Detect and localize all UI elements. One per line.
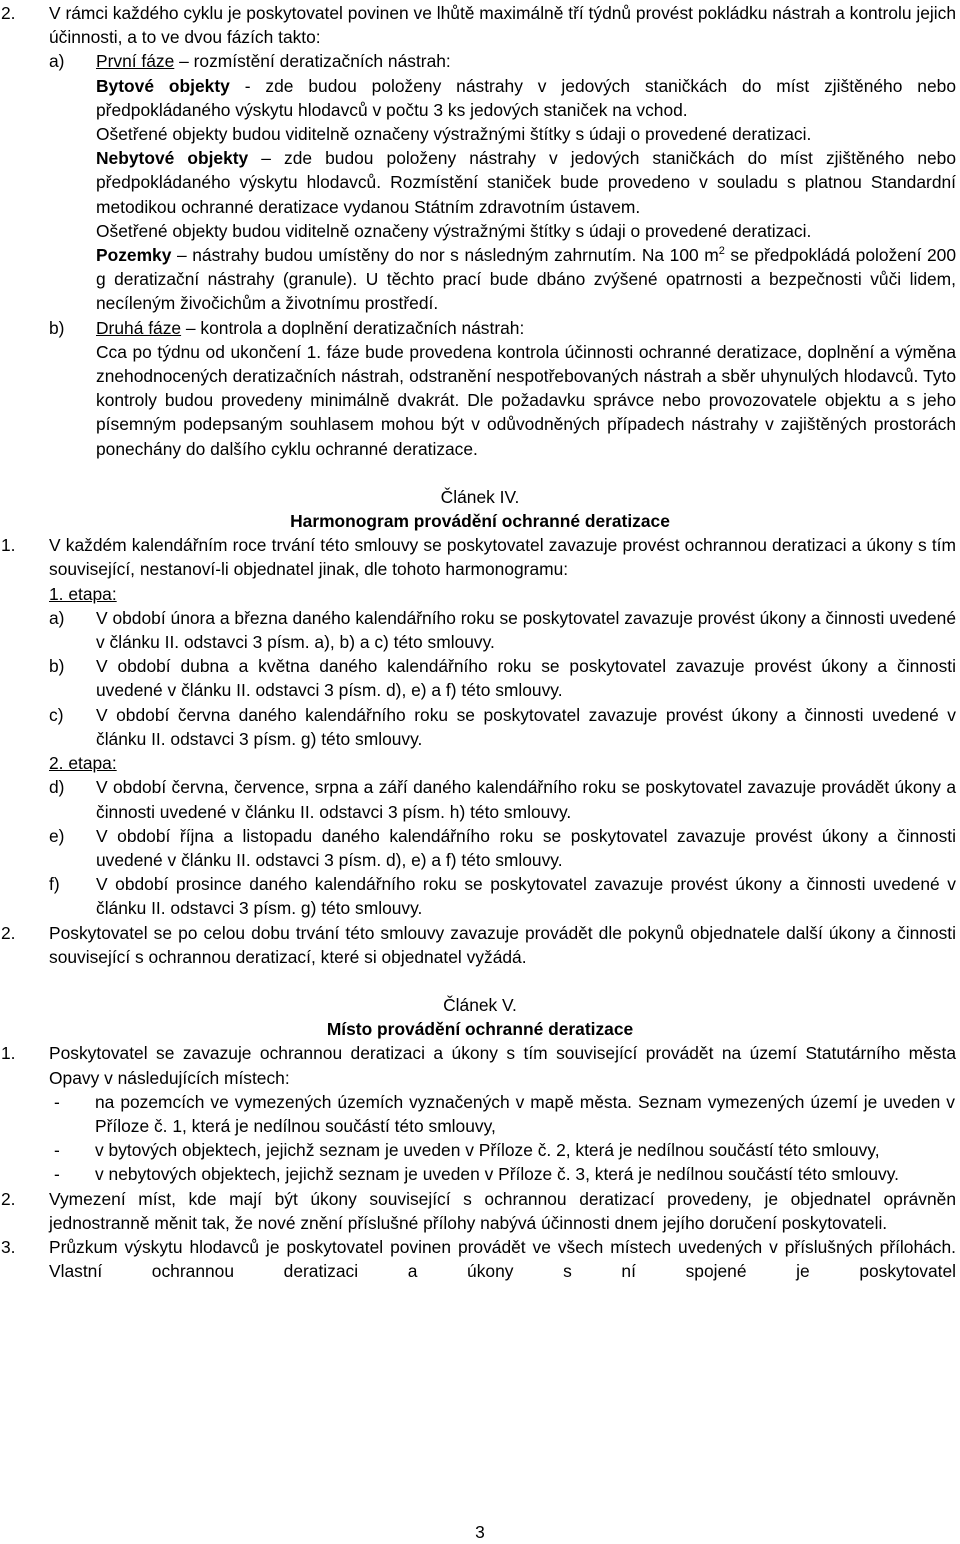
nebytove-text: – zde budou položeny nástrahy v jedových staničkách do míst zjištěného nebo předpokládaného výskytu hlodavců. Rozmístění staniček bude provedeno v souladu s platnou Standardní metodikou ochranné deratizace vydanou Státním zdravotním ústavem.: [96, 148, 957, 217]
bytove-bold: Bytové objekty: [96, 75, 230, 96]
etapa-1-list: [49, 606, 956, 751]
article-4-p2: [0, 921, 960, 969]
place-label: -: [54, 1140, 60, 1161]
etapa-2-list: [49, 775, 956, 920]
etapa-1-label: 1. etapa:: [49, 583, 117, 604]
article-5-p3: [0, 1235, 960, 1283]
article-5-p2: [0, 1187, 960, 1235]
pozemky: [96, 243, 956, 316]
article-4-p1-text: V každém kalendářním roce trvání této smlouvy se poskytovatel zavazuje provést ochrannou deratizaci a úkony s tím související, nestanoví-li objednatel jinak, dle tohoto harmonogramu:: [49, 535, 956, 580]
place-label: -: [54, 1164, 60, 1185]
article-4-number: Článek IV.: [440, 486, 520, 507]
phase-a-label: a): [49, 51, 65, 72]
article-5-p1: [0, 1041, 960, 1089]
phase-b-title: Druhá fáze: [96, 317, 182, 338]
article-4-heading: [0, 485, 960, 533]
article-4-p2-text: Poskytovatel se po celou dobu trvání této smlouvy zavazuje provádět dle pokynů objednatele další úkony a činnosti související s ochrannou deratizací, které si objednatel vyžádá.: [49, 922, 956, 967]
article-4-title: Harmonogram provádění ochranné deratizace: [290, 511, 670, 532]
place-text: v bytových objektech, jejichž seznam je uveden v Příloze č. 2, která je nedílnou součástí této smlouvy,: [95, 1140, 880, 1161]
nebytove-osetrene: Ošetřené objekty budou viditelně označeny výstražnými štítky s údaji o provedené deratizaci.: [96, 220, 812, 241]
item-number: 2.: [1, 922, 16, 943]
phase-a-title-rest: – rozmístění deratizačních nástrah:: [174, 51, 451, 72]
schedule-item: [49, 872, 956, 920]
article-5-p2-text: Vymezení míst, kde mají být úkony související s ochrannou deratizací provedeny, je objednatel oprávněn jednostranně měnit tak, že nové znění příslušné přílohy nabývá účinnosti dnem jejího doručení poskytovateli.: [49, 1188, 956, 1233]
schedule-item: [49, 606, 956, 654]
nebytove-bold: Nebytové objekty: [96, 148, 249, 169]
etapa-2-label: 2. etapa:: [49, 753, 117, 774]
place-item: [48, 1138, 960, 1162]
schedule-label: b): [49, 656, 65, 677]
place-text: na pozemcích ve vymezených územích vyznačených v mapě města. Seznam vymezených území je uveden v Příloze č. 1, která je nedílnou součástí této smlouvy,: [95, 1091, 955, 1136]
article-4-p1: [0, 533, 960, 920]
schedule-label: c): [49, 704, 64, 725]
item-2: [0, 1, 960, 461]
place-item: [48, 1162, 960, 1186]
schedule-label: d): [49, 777, 65, 798]
item-number: 2.: [1, 3, 16, 23]
bytove-text: - zde budou položeny nástrahy v jedových staničkách do míst zjištěného nebo předpokládaného výskytu hlodavců v počtu 3 ks jedových staniček na vchod.: [96, 75, 956, 120]
pozemky-bold: Pozemky: [96, 245, 172, 266]
dash-list: [0, 1090, 960, 1187]
pozemky-sup: 2: [718, 245, 725, 258]
schedule-item: [49, 654, 956, 702]
article-5-p1-text: Poskytovatel se zavazuje ochrannou deratizaci a úkony s tím související provádět na území Statutárního města Opavy v následujících místech:: [49, 1043, 956, 1088]
schedule-item: [49, 824, 956, 872]
phase-b-title-rest: – kontrola a doplnění deratizačních nástrah:: [181, 317, 525, 338]
article-5-title: Místo provádění ochranné deratizace: [326, 1019, 634, 1040]
bytove-osetrene: Ošetřené objekty budou viditelně označeny výstražnými štítky s údaji o provedené deratizaci.: [96, 124, 812, 145]
phase-a: [49, 49, 956, 73]
page-number: 3: [475, 1522, 485, 1542]
phase-b: [49, 316, 956, 340]
schedule-text: V období prosince daného kalendářního roku se poskytovatel zavazuje provést úkony a činnosti uvedené v článku II. odstavci 3 písm. g) této smlouvy.: [96, 874, 956, 919]
schedule-label: f): [49, 874, 60, 895]
schedule-text: V období února a března daného kalendářního roku se poskytovatel zavazuje provést úkony a činnosti uvedené v článku II. odstavci 3 písm. a), b) a c) této smlouvy.: [96, 607, 956, 653]
nebytove-objekty: [96, 146, 956, 219]
place-text: v nebytových objektech, jejichž seznam je uveden v Příloze č. 3, která je nedílnou součástí této smlouvy.: [95, 1164, 899, 1185]
phase-b-text: Cca po týdnu od ukončení 1. fáze bude provedena kontrola účinnosti ochranné deratizace, doplnění a výměna znehodnocených deratizačních nástrah, odstranění nespotřebovaných nástrah a sběr uhynulých hlodavců. Tyto kontroly budou provedeny minimálně dvakrát. Dle požadavku správce nebo provozovatele objektu a s jeho písemným podepsaným souhlasem mohou být v odůvodněných případech nástrahy v zajištěných prostorách ponechány do dalšího cyklu ochranné deratizace.: [96, 341, 956, 459]
article-5-heading: [0, 993, 960, 1041]
item-number: 1.: [1, 535, 16, 556]
article-5-p3-text: Průzkum výskytu hlodavců je poskytovatel povinen provádět ve všech místech uvedených v příslušných přílohách. Vlastní ochrannou deratizaci a úkony s ní spojené je poskytovatel: [49, 1236, 956, 1282]
phase-b-label: b): [49, 317, 65, 338]
phase-a-title: První fáze: [96, 51, 175, 72]
item-number: 1.: [1, 1043, 16, 1064]
schedule-text: V období října a listopadu daného kalendářního roku se poskytovatel zavazuje provést úkony a činnosti uvedené v článku II. odstavci 3 písm. d), e) a f) této smlouvy.: [96, 825, 956, 870]
item-body: [49, 1, 956, 461]
schedule-text: V období dubna a května daného kalendářního roku se poskytovatel zavazuje provést úkony a činnosti uvedené v článku II. odstavci 3 písm. d), e) a f) této smlouvy.: [96, 656, 956, 701]
schedule-item: [49, 775, 956, 823]
schedule-item: [49, 703, 956, 751]
article-5-number: Článek V.: [443, 994, 517, 1015]
item-number: 3.: [1, 1236, 16, 1257]
pozemky-text-1: – nástrahy budou umístěny do nor s následným zahrnutím. Na 100 m: [171, 245, 719, 266]
item-number: 2.: [1, 1188, 16, 1209]
item-2-intro: V rámci každého cyklu je poskytovatel povinen ve lhůtě maximálně tří týdnů provést pokládku nástrah a kontrolu jejich účinnosti, a to ve dvou fázích takto:: [49, 3, 956, 48]
schedule-label: a): [49, 607, 65, 628]
schedule-text: V období června, července, srpna a září daného kalendářního roku se poskytovatel zavazuje provádět úkony a činnosti uvedené v článku II. odstavci 3 písm. h) této smlouvy.: [96, 777, 956, 822]
place-item: [48, 1090, 960, 1138]
pozemky-text-2: se předpokládá položení 200 g deratizační nástrahy (granule). U těchto prací bude dbáno zvýšené opatrnosti a bezpečnosti vůči lidem, necíleným živočichům a životnímu prostředí.: [96, 245, 957, 314]
place-label: -: [54, 1091, 60, 1112]
schedule-label: e): [49, 825, 65, 846]
schedule-text: V období června daného kalendářního roku se poskytovatel zavazuje provést úkony a činnosti uvedené v článku II. odstavci 3 písm. g) této smlouvy.: [96, 704, 956, 749]
bytove-objekty: [96, 74, 956, 122]
